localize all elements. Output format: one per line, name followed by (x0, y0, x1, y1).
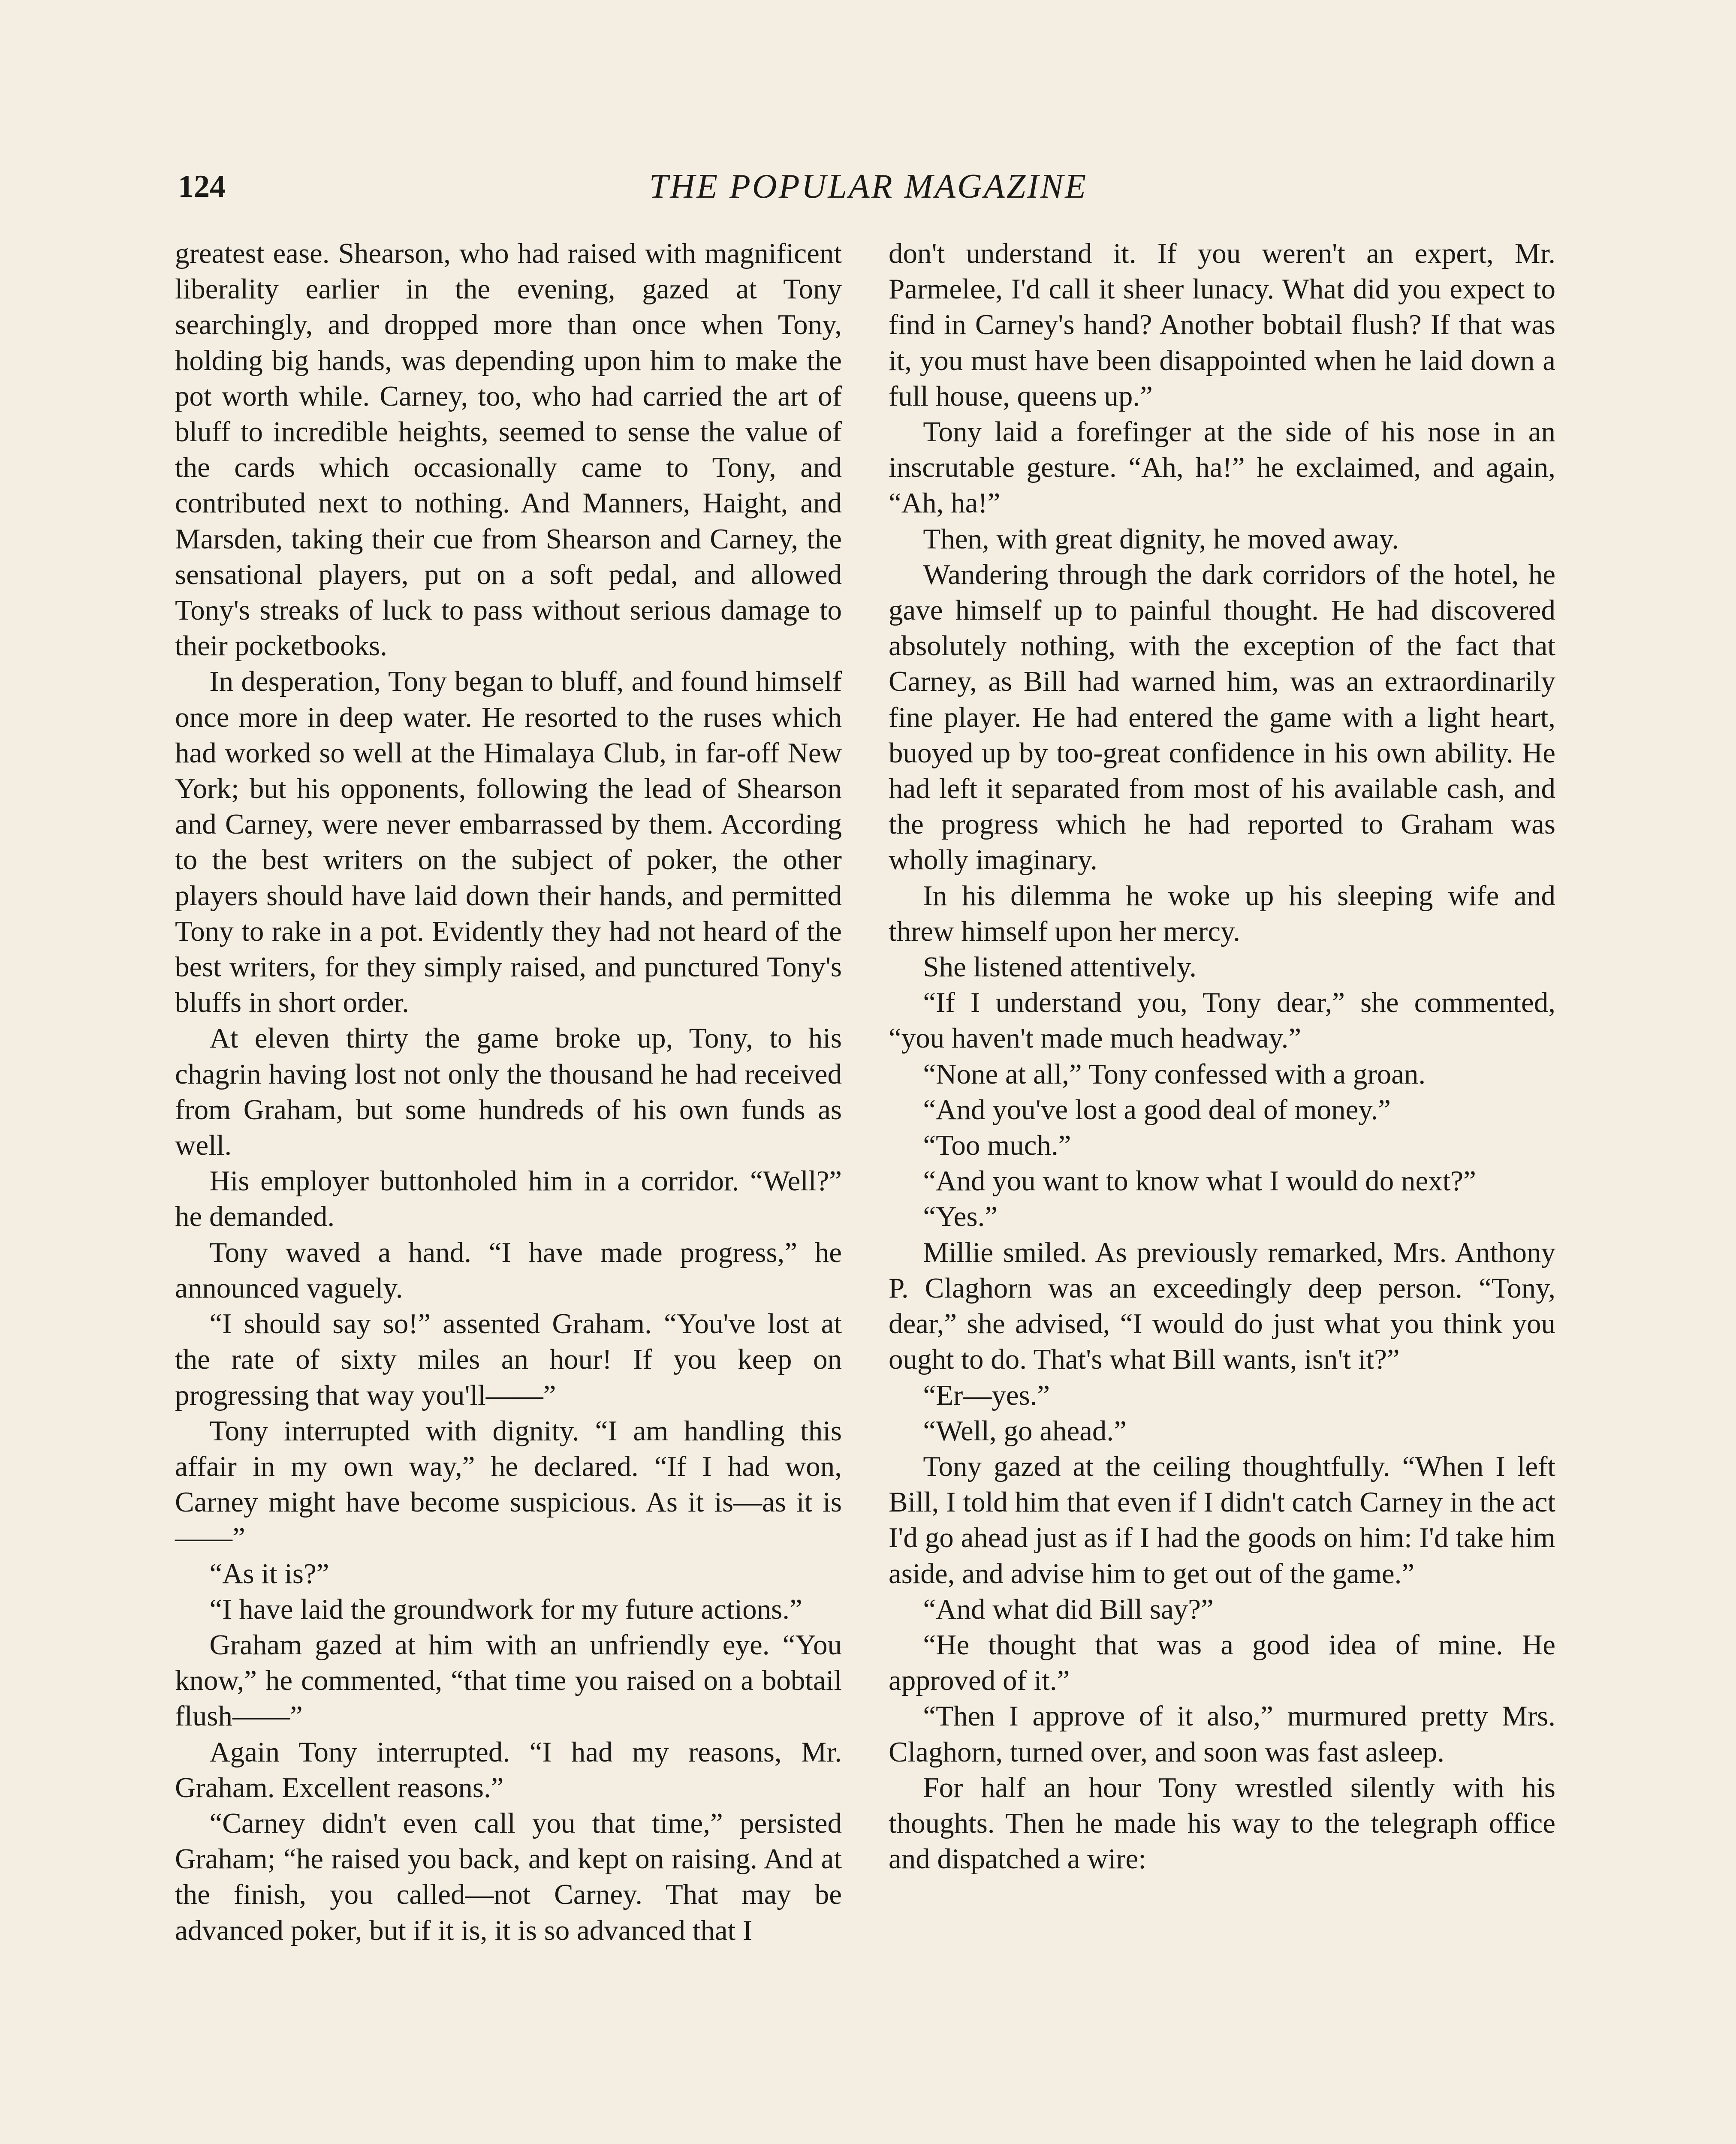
paragraph: “As it is?” (209, 1557, 329, 1590)
paragraph: greatest ease. Shearson, who had raised with magnificent liberality earlier in the evening, gazed at Tony searchingly, and dropped more than once when Tony, holding big hands, was depending upon him to make the pot worth while. Carney, too, who had carried the art of bluff to incredible heights, seemed to sense the value of the cards which occasionally came to Tony, and contributed next to nothing. And Manners, Haight, and Marsden, taking their cue from Shearson and Carney, the sensational players, put on a soft pedal, and allowed Tony's streaks of luck to pass without serious damage to their pocketbooks. (175, 238, 842, 662)
paragraph: Then, with great dignity, he moved away. (923, 523, 1399, 555)
left-column (175, 236, 842, 1948)
paragraph: “If I understand you, Tony dear,” she commented, “you haven't made much headway.” (889, 987, 1555, 1054)
paragraph: “Yes.” (923, 1201, 998, 1233)
paragraph: She listened attentively. (923, 951, 1197, 983)
paragraph: “And what did Bill say?” (923, 1593, 1214, 1625)
paragraph: “Carney didn't even call you that time,” persisted Graham; “he raised you back, and kept on raising. And at the finish, you called—not Carney. That may be advanced poker, but if it is, it is so advanced that I (175, 1807, 842, 1946)
paragraph: “And you've lost a good deal of money.” (923, 1093, 1391, 1126)
paragraph: “I have laid the groundwork for my future actions.” (209, 1593, 802, 1625)
paragraph: “Er—yes.” (923, 1379, 1050, 1411)
paragraph: “Then I approve of it also,” murmured pretty Mrs. Claghorn, turned over, and soon was fast asleep. (889, 1700, 1555, 1768)
paragraph: Tony waved a hand. “I have made progress,” he announced vaguely. (175, 1236, 842, 1304)
right-column (889, 236, 1555, 1877)
paragraph: Again Tony interrupted. “I had my reasons, Mr. Graham. Excellent reasons.” (175, 1736, 842, 1804)
paragraph: Tony gazed at the ceiling thoughtfully. “When I left Bill, I told him that even if I didn't catch Carney in the act I'd go ahead just as if I had the goods on him: I'd take him aside, and advise him to get out of the game.” (889, 1450, 1555, 1590)
page-number: 124 (178, 169, 226, 204)
paragraph: Graham gazed at him with an unfriendly eye. “You know,” he commented, “that time you raised on a bobtail flush——” (175, 1629, 842, 1732)
paragraph: Tony laid a forefinger at the side of his nose in an inscrutable gesture. “Ah, ha!” he exclaimed, and again, “Ah, ha!” (889, 416, 1555, 519)
paragraph: Tony interrupted with dignity. “I am handling this affair in my own way,” he declared. “If I had won, Carney might have become suspicious. As it is—as it is——” (175, 1415, 842, 1554)
paragraph: For half an hour Tony wrestled silently with his thoughts. Then he made his way to the telegraph office and dispatched a wire: (889, 1771, 1555, 1875)
paragraph: don't understand it. If you weren't an expert, Mr. Parmelee, I'd call it sheer lunacy. What did you expect to find in Carney's hand? Another bobtail flush? If that was it, you must have been disappointed when he laid down a full house, queens up.” (889, 238, 1555, 412)
page-header (178, 163, 1559, 214)
paragraph: “I should say so!” assented Graham. “You've lost at the rate of sixty miles an hour! If you keep on progressing that way you'll——” (175, 1308, 842, 1411)
paragraph: Millie smiled. As previously remarked, Mrs. Anthony P. Claghorn was an exceedingly deep person. “Tony, dear,” she advised, “I would do just what you think you ought to do. That's what Bill wants, isn't it?” (889, 1236, 1555, 1376)
running-title: THE POPULAR MAGAZINE (649, 168, 1088, 205)
paragraph: “And you want to know what I would do next?” (923, 1165, 1476, 1197)
paragraph: At eleven thirty the game broke up, Tony, to his chagrin having lost not only the thousand he had received from Graham, but some hundreds of his own funds as well. (175, 1022, 842, 1162)
paragraph: His employer buttonholed him in a corridor. “Well?” he demanded. (175, 1165, 842, 1233)
paragraph: In his dilemma he woke up his sleeping wife and threw himself upon her mercy. (889, 879, 1555, 947)
paragraph: Wandering through the dark corridors of the hotel, he gave himself up to painful thought. He had discovered absolutely nothing, with the exception of the fact that Carney, as Bill had warned him, was an extraordinarily fine player. He had entered the game with a light heart, buoyed up by too-great confidence in his own ability. He had left it separated from most of his available cash, and the progress which he had reported to Graham was wholly imaginary. (889, 558, 1555, 876)
paragraph: “None at all,” Tony confessed with a groan. (923, 1058, 1426, 1090)
paragraph: “He thought that was a good idea of mine. He approved of it.” (889, 1629, 1555, 1697)
paragraph: “Well, go ahead.” (923, 1415, 1127, 1447)
paragraph: In desperation, Tony began to bluff, and found himself once more in deep water. He resorted to the ruses which had worked so well at the Himalaya Club, in far-off New York; but his opponents, following the lead of Shearson and Carney, were never embarrassed by them. According to the best writers on the subject of poker, the other players should have laid down their hands, and permitted Tony to rake in a pot. Evidently they had not heard of the best writers, for they simply raised, and punctured Tony's bluffs in short order. (175, 665, 842, 1019)
paragraph: “Too much.” (923, 1129, 1071, 1162)
